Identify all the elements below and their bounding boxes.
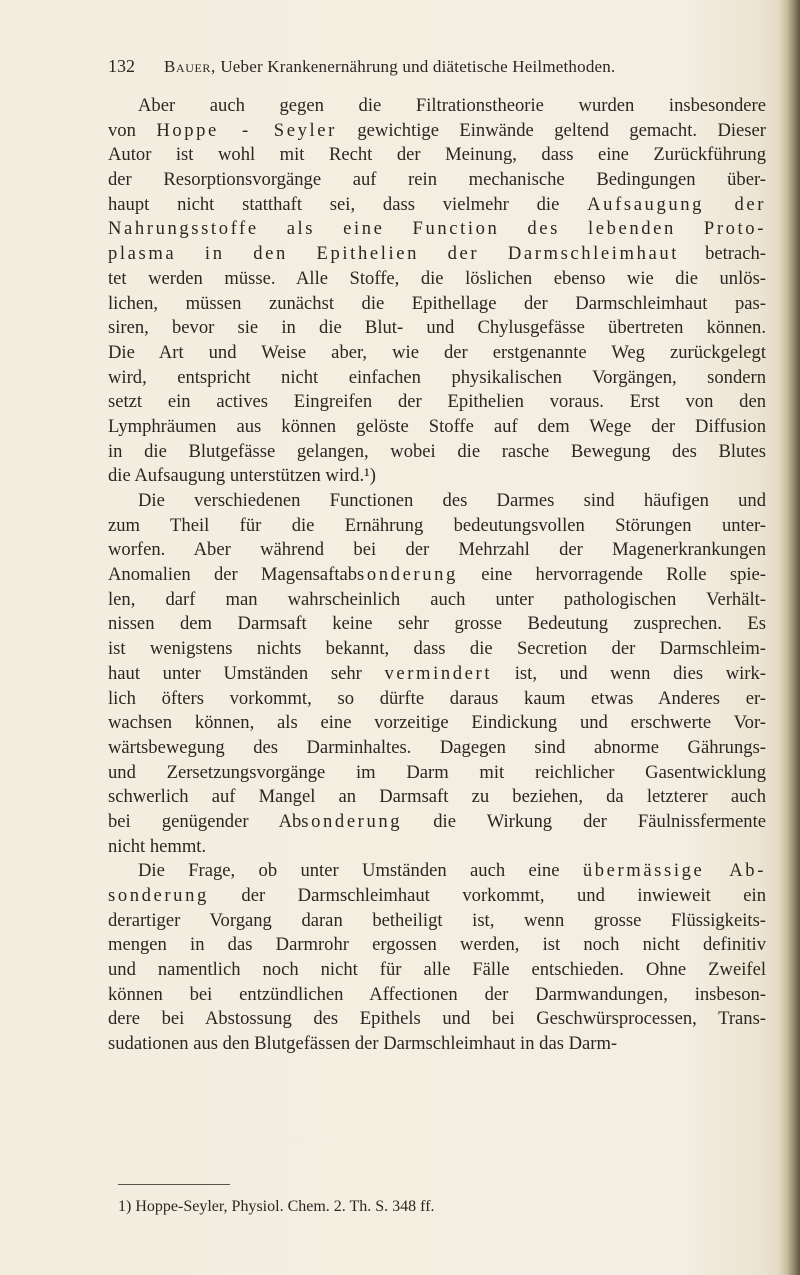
- text-line: nissen dem Darmsaft keine sehr grosse Bedeutung zusprechen. Es: [108, 613, 766, 635]
- text-line: len, darf man wahrscheinlich auch unter pathologischen Verhält-: [108, 588, 766, 610]
- footnote: [118, 1197, 758, 1217]
- text-line: von Hoppe - Seyler gewichtige Einwände geltend gemacht. Dieser: [108, 119, 766, 141]
- text-line: sudationen aus den Blutgefässen der Darmschleimhaut in das Darm-: [108, 1033, 618, 1055]
- running-head-author: Bauer,: [164, 57, 216, 76]
- text-line: und namentlich noch nicht für alle Fälle entschieden. Ohne Zweifel: [108, 959, 766, 981]
- text-line: und Zersetzungsvorgänge im Darm mit reichlicher Gasentwicklung: [108, 761, 766, 783]
- text-line: Die Frage, ob unter Umständen auch eine übermässige Ab-: [138, 860, 766, 882]
- text-line: haut unter Umständen sehr vermindert ist, und wenn dies wirk-: [108, 662, 766, 684]
- text-line: tet werden müsse. Alle Stoffe, die löslichen ebenso wie die unlös-: [108, 267, 766, 289]
- text-line: derartiger Vorgang daran betheiligt ist, wenn grosse Flüssigkeits-: [108, 909, 766, 931]
- text-line: wärtsbewegung des Darminhaltes. Dagegen sind abnorme Gährungs-: [108, 736, 766, 758]
- page-number: 132: [108, 56, 135, 76]
- text-line: schwerlich auf Mangel an Darmsaft zu beziehen, da letzterer auch: [108, 786, 766, 808]
- text-line: Anomalien der Magensaftabsonderung eine hervorragende Rolle spie-: [108, 564, 766, 586]
- footnote-text: Hoppe-Seyler, Physiol. Chem. 2. Th. S. 348 ff.: [135, 1198, 435, 1215]
- text-line: dere bei Abstossung des Epithels und bei Geschwürsprocessen, Trans-: [108, 1008, 766, 1030]
- text-line: mengen in das Darmrohr ergossen werden, ist noch nicht definitiv: [108, 934, 766, 956]
- text-line: plasma in den Epithelien der Darmschleimhaut betrach-: [108, 243, 766, 265]
- text-line: Die verschiedenen Functionen des Darmes sind häufigen und: [138, 490, 766, 511]
- text-line: bei genügender Absonderung die Wirkung der Fäulnissfermente: [108, 810, 766, 832]
- text-line: nicht hemmt.: [108, 835, 207, 857]
- text-line: setzt ein actives Eingreifen der Epithelien voraus. Erst von den: [108, 391, 766, 413]
- footnote-marker: 1): [118, 1198, 132, 1215]
- body-text: [108, 94, 766, 1057]
- text-line: der Resorptionsvorgänge auf rein mechanische Bedingungen über-: [108, 169, 766, 191]
- text-line: siren, bevor sie in die Blut- und Chylusgefässe übertreten können.: [108, 317, 766, 339]
- text-line: lichen, müssen zunächst die Epithellage der Darmschleimhaut pas-: [108, 292, 766, 314]
- running-head-title: [164, 57, 615, 77]
- text-line: Aber auch gegen die Filtrationstheorie wurden insbesondere: [138, 95, 766, 116]
- text-line: lich öfters vorkommt, so dürfte daraus kaum etwas Anderes er-: [108, 687, 766, 709]
- footnote-rule: [118, 1184, 230, 1185]
- text-line: Die Art und Weise aber, wie der erstgenannte Weg zurückgelegt: [108, 341, 766, 363]
- running-header: [108, 56, 708, 82]
- text-line: sonderung der Darmschleimhaut vorkommt, und inwieweit ein: [108, 885, 766, 906]
- text-line: Autor ist wohl mit Recht der Meinung, dass eine Zurückführung: [108, 144, 766, 166]
- text-line: wachsen können, als eine vorzeitige Eindickung und erschwerte Vor-: [108, 712, 766, 734]
- text-line: in die Blutgefässe gelangen, wobei die rasche Bewegung des Blutes: [108, 440, 766, 462]
- text-line: Nahrungsstoffe als eine Function des lebenden Proto-: [108, 218, 766, 240]
- text-line: zum Theil für die Ernährung bedeutungsvollen Störungen unter-: [108, 514, 766, 536]
- text-line: wird, entspricht nicht einfachen physikalischen Vorgängen, sondern: [108, 366, 766, 388]
- text-line: haupt nicht statthaft sei, dass vielmehr die Aufsaugung der: [108, 193, 766, 215]
- text-line: Lymphräumen aus können gelöste Stoffe auf dem Wege der Diffusion: [108, 415, 766, 437]
- text-line: die Aufsaugung unterstützen wird.¹): [108, 465, 376, 487]
- running-head-text: Ueber Krankenernährung und diätetische Heilmethoden.: [220, 57, 616, 76]
- text-line: können bei entzündlichen Affectionen der Darmwandungen, insbeson-: [108, 983, 766, 1005]
- text-line: ist wenigstens nichts bekannt, dass die Secretion der Darmschleim-: [108, 638, 766, 660]
- text-line: worfen. Aber während bei der Mehrzahl der Magenerkrankungen: [108, 539, 766, 561]
- book-spine-edge: [778, 0, 800, 1275]
